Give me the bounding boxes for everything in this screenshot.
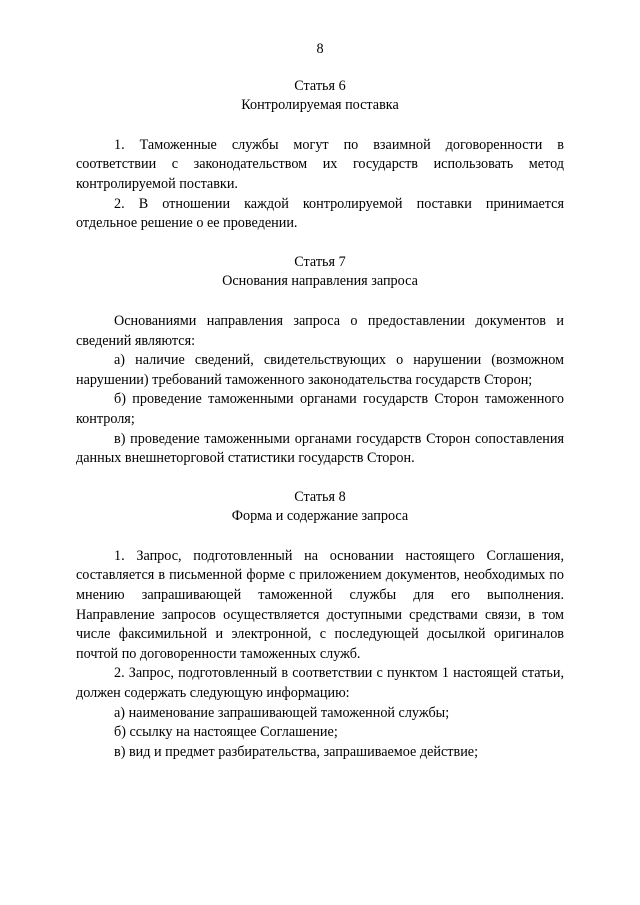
article-title: Статья 8 (294, 488, 346, 505)
article-6 (76, 77, 564, 234)
paragraph: 1. Таможенные службы могут по взаимной договоренности в соответствии с законодательством их государств использовать метод контролируемой поставки. (76, 136, 564, 192)
article-8 (76, 488, 564, 763)
article-title: Статья 7 (294, 253, 346, 270)
document-page (76, 40, 564, 762)
paragraph: Основаниями направления запроса о предоставлении документов и сведений являются: (76, 312, 564, 349)
paragraph: 2. Запрос, подготовленный в соответствии с пунктом 1 настоящей статьи, должен содержать следующую информацию: (76, 665, 564, 702)
list-item: в) вид и предмет разбирательства, запрашиваемое действие; (114, 743, 479, 760)
paragraph: 1. Запрос, подготовленный на основании настоящего Соглашения, составляется в письменной форме с приложением документов, необходимых по мнению запрашивающей таможенной службы для его выполнения. Направление запросов осуществляется доступными средствами связи, в том числе факсимильной и электронной, с последующей досылкой оригиналов почтой по договоренности таможенных служб. (76, 547, 564, 662)
list-item: а) наименование запрашивающей таможенной службы; (114, 704, 450, 721)
list-item: б) проведение таможенными органами государств Сторон таможенного контроля; (76, 391, 564, 427)
article-heading: Контролируемая поставка (241, 97, 399, 114)
list-item: б) ссылку на настоящее Соглашение; (114, 724, 338, 741)
article-heading: Основания направления запроса (222, 273, 418, 290)
article-title: Статья 6 (294, 77, 346, 94)
article-heading: Форма и содержание запроса (231, 508, 409, 525)
list-item: а) наличие сведений, свидетельствующих о нарушении (возможном нарушении) требований таможенного законодательства государств Сторон; (76, 352, 564, 388)
paragraph: 2. В отношении каждой контролируемой поставки принимается отдельное решение о ее проведении. (76, 195, 564, 232)
list-item: в) проведение таможенными органами государств Сторон сопоставления данных внешнеторговой статистики государств Сторон. (76, 430, 564, 467)
page-number: 8 (316, 41, 324, 57)
article-7 (76, 253, 564, 469)
